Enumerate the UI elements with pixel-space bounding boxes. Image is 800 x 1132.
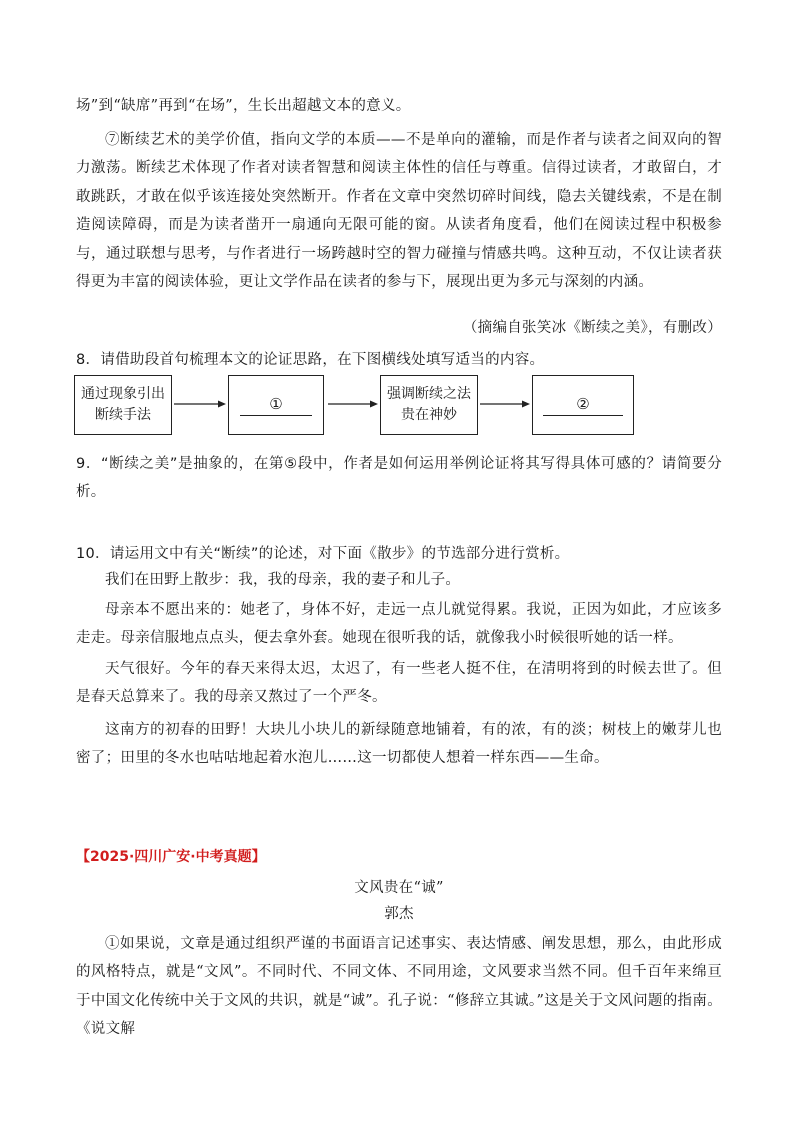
- flow-box-1-line-2: 断续手法: [95, 407, 151, 423]
- flow-box-1-line-1: 通过现象引出: [81, 386, 165, 402]
- paragraph-7: ⑦断续艺术的美学价值，指向文学的本质——不是单向的灌输，而是作者与读者之间双向的智力激荡。断续艺术体现了作者对读者智慧和阅读主体性的信任与尊重。信得过读者，才敢留白，才敢跳跃，才敢在似乎该连接处突然断开。作者在文章中突然切碎时间线，隐去关键线索，不是在制造阅读障碍，而是为读者凿开一扇通向无限可能的窗。从读者角度看，他们在阅读过程中积极参与，通过联想与思考，与作者进行一场跨越时空的智力碰撞与情感共鸣。这种互动，不仅让读者获得更为丰富的阅读体验，更让文学作品在读者的参与下，展现出更为多元与深刻的内涵。: [76, 132, 722, 291]
- flow-arrow-1: [172, 398, 228, 410]
- article-paragraph-1: ①如果说，文章是通过组织严谨的书面语言记述事实、表达情感、阐发思想，那么，由此形成的风格特点，就是“文风”。不同时代、不同文体、不同用途，文风要求当然不同。但千百年来绵亘于中国文化传统中关于文风的共识，就是“诚”。孔子说：“修辞立其诚。”这是关于文风问题的指南。《说文解: [76, 936, 722, 1038]
- flow-arrow-2: [326, 398, 380, 410]
- flow-box-1: [74, 375, 172, 435]
- flow-arrow-3: [478, 398, 532, 410]
- article-author: 郭杰: [384, 906, 414, 922]
- question-9: 9．“断续之美”是抽象的，在第⑤段中，作者是如何运用举例论证将其写得具体可感的？请简要分析。: [76, 456, 722, 501]
- excerpt-paragraph-4: 这南方的初春的田野！大块儿小块儿的新绿随意地铺着，有的浓，有的淡；树枝上的嫩芽儿也密了；田里的冬水也咕咕地起着水泡儿……这一切都使人想着一样东西——生命。: [76, 722, 722, 767]
- flow-box-3-line-2: 贵在神妙: [401, 407, 457, 423]
- flow-box-4-answer: [532, 375, 634, 435]
- passage-line-continued: 场”到“缺席”再到“在场”，生长出超越文本的意义。: [76, 98, 411, 114]
- article-title: 文风贵在“诚”: [354, 880, 444, 896]
- flow-box-3: [380, 375, 478, 435]
- source-citation: （摘编自张笑冰《断续之美》，有删改）: [462, 320, 722, 336]
- answer-line-2[interactable]: [543, 415, 623, 416]
- excerpt-paragraph-2: 母亲本不愿出来的：她老了，身体不好，走远一点儿就觉得累。我说，正因为如此，才应该多走走。母亲信服地点点头，便去拿外套。她现在很听我的话，就像我小时候很听她的话一样。: [76, 602, 722, 647]
- blank-marker-1: ①: [269, 394, 283, 413]
- flow-box-3-line-1: 强调断续之法: [387, 386, 471, 402]
- question-10: 10．请运用文中有关“断续”的论述，对下面《散步》的节选部分进行赏析。: [76, 546, 570, 562]
- blank-marker-2: ②: [576, 394, 590, 413]
- flow-box-2-answer: [228, 375, 324, 435]
- exam-source-tag: 【2025·四川广安·中考真题】: [76, 849, 266, 865]
- question-8: 8．请借助段首句梳理本文的论证思路，在下图横线处填写适当的内容。: [76, 352, 545, 368]
- excerpt-paragraph-1: 我们在田野上散步：我，我的母亲，我的妻子和儿子。: [105, 572, 461, 588]
- answer-line-1[interactable]: [240, 415, 312, 416]
- excerpt-paragraph-3: 天气很好。今年的春天来得太迟，太迟了，有一些老人挺不住，在清明将到的时候去世了。但是春天总算来了。我的母亲又熬过了一个严冬。: [76, 661, 722, 706]
